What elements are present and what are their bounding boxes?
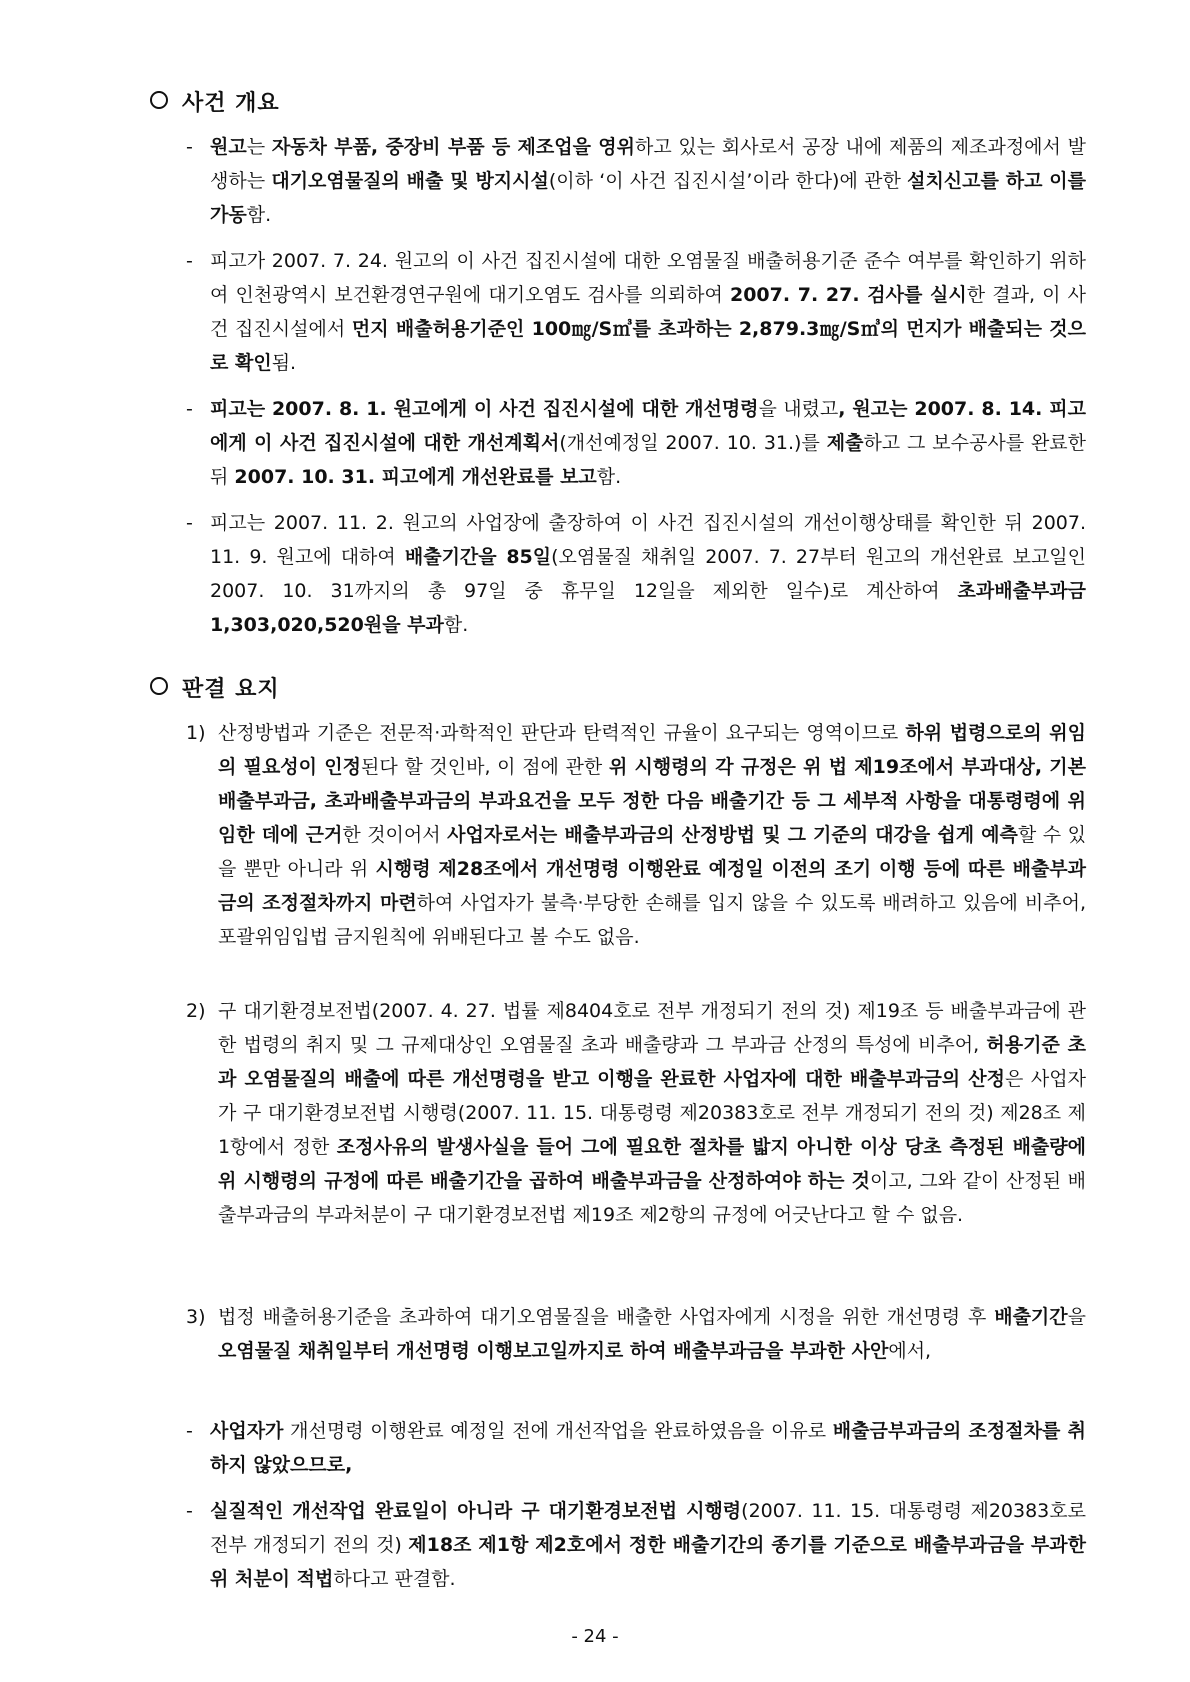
paragraph-text — [210, 1494, 1086, 1596]
bold-text-run: 사업자로서는 배출부과금의 산정방법 및 그 기준의 대강을 쉽게 예측 — [447, 824, 1018, 846]
bold-text-run: 제18조 제1항 제2호에서 정한 배출기간의 종기를 기준으로 배출부과금을 부과한 위 처분이 적법 — [210, 1534, 1086, 1590]
number-marker: 2) — [186, 1000, 206, 1022]
paragraph-text — [210, 130, 1086, 232]
section-heading-case-overview — [150, 86, 280, 117]
dash-marker: - — [186, 398, 193, 420]
overview-paragraph-3 — [186, 392, 1086, 494]
text-run: 을 내렸고 — [758, 398, 839, 420]
circle-bullet-icon — [150, 91, 168, 109]
text-run: 한 결과, 이 사건 집진시설에서 — [210, 284, 1086, 340]
text-run: 피고가 2007. 7. 24. 원고의 이 사건 집진시설에 대한 오염물질 배출허용기준 준수 여부를 확인하기 위하여 인천광역시 보건환경연구원에 대기오염도 검사를 의뢰하여 — [210, 250, 1086, 306]
bold-text-run: 위 시행령의 각 규정은 위 법 제19조에서 부과대상, 기본배출부과금, 초과배출부과금의 부과요건을 모두 정한 다음 배출기간 등 그 세부적 사항을 대통령령에 위임한 데에 근거 — [218, 756, 1087, 846]
bold-text-run: , 원고는 2007. 8. 14. 피고에게 이 사건 집진시설에 대한 개선계획서 — [210, 398, 1086, 454]
overview-paragraph-1 — [186, 130, 1086, 232]
summary-item-3 — [186, 1300, 1086, 1368]
bold-text-run: 시행령 제28조에서 개선명령 이행완료 예정일 이전의 조기 이행 등에 따른 배출부과금의 조정절차까지 마련 — [218, 858, 1087, 914]
bold-text-run: 원고 — [210, 136, 247, 158]
text-run: 피고는 2007. 11. 2. 원고의 사업장에 출장하여 이 사건 집진시설의 개선이행상태를 확인한 뒤 2007. 11. 9. 원고에 대하여 — [210, 512, 1086, 568]
dash-marker: - — [186, 1500, 193, 1522]
bold-text-run: 실질적인 개선작업 완료일이 아니라 구 대기환경보전법 시행령 — [210, 1500, 742, 1522]
bold-text-run: 오염물질 채취일부터 개선명령 이행보고일까지로 하여 배출부과금을 부과한 사안 — [218, 1340, 889, 1362]
text-run: 함. — [443, 614, 469, 636]
text-run: 은 사업자가 구 대기환경보전법 시행령(2007. 11. 15. 대통령령 제20383호로 전부 개정되기 전의 것) 제28조 제1항에서 정한 — [218, 1068, 1086, 1158]
page-number: - 24 - — [571, 1626, 619, 1647]
text-run: 는 — [246, 136, 272, 158]
text-run: 함. — [596, 466, 622, 488]
text-run: 하여 사업자가 불측·부당한 손해를 입지 않을 수 있도록 배려하고 있음에 비추어, 포괄위임입법 금지원칙에 위배된다고 볼 수도 없음. — [218, 892, 1086, 948]
bold-text-run: 피고는 2007. 8. 1. 원고에게 이 사건 집진시설에 대한 개선명령 — [210, 398, 759, 420]
dash-marker: - — [186, 1420, 193, 1442]
bold-text-run: 2007. 7. 27. 검사를 실시 — [729, 284, 967, 306]
bold-text-run: 배출기간 — [994, 1306, 1068, 1328]
paragraph-text — [210, 506, 1086, 642]
bold-text-run: 자동차 부품, 중장비 부품 등 제조업을 영위 — [271, 136, 635, 158]
bold-text-run: 배출금부과금의 조정절차를 취하지 않았으므로, — [210, 1420, 1086, 1476]
text-run: 함. — [246, 204, 272, 226]
text-run: 에서, — [888, 1340, 932, 1362]
text-run: 할 수 있을 뿐만 아니라 위 — [218, 824, 1086, 880]
overview-paragraph-4 — [186, 506, 1086, 642]
dash-marker: - — [186, 136, 193, 158]
bold-text-run: 배출기간을 85일 — [404, 546, 552, 568]
paragraph-text — [218, 1300, 1086, 1368]
text-run: 을 — [1067, 1306, 1086, 1328]
text-run: (개선예정일 2007. 10. 31.)를 — [559, 432, 827, 454]
bold-text-run: 허용기준 초과 오염물질의 배출에 따른 개선명령을 받고 이행을 완료한 사업자에 대한 배출부과금의 산정 — [218, 1034, 1086, 1090]
bold-text-run: 초과배출부과금 1,303,020,520원을 부과 — [210, 580, 1086, 636]
summary-item-1 — [186, 716, 1086, 954]
text-run: 하고 있는 회사로서 공장 내에 제품의 제조과정에서 발생하는 — [210, 136, 1086, 192]
text-run: 산정방법과 기준은 전문적·과학적인 판단과 탄력적인 규율이 요구되는 영역이므로 — [218, 722, 906, 744]
bold-text-run: 설치신고를 하고 이를 가동 — [210, 170, 1086, 226]
bold-text-run: 2007. 10. 31. 피고에게 개선완료를 보고 — [234, 466, 597, 488]
number-marker: 3) — [186, 1306, 206, 1328]
text-run: 이고, 그와 같이 산정된 배출부과금의 부과처분이 구 대기환경보전법 제19조 제2항의 규정에 어긋난다고 할 수 없음. — [218, 1170, 1086, 1226]
dash-marker: - — [186, 512, 193, 534]
section-heading-text: 판결 요지 — [182, 677, 280, 702]
section-heading-text: 사건 개요 — [182, 91, 280, 116]
bold-text-run: 사업자가 — [210, 1420, 284, 1442]
overview-paragraph-2 — [186, 244, 1086, 380]
text-run: 구 대기환경보전법(2007. 4. 27. 법률 제8404호로 전부 개정되기 전의 것) 제19조 등 배출부과금에 관한 법령의 취지 및 그 규제대상인 오염물질 초과 배출량과 그 부과금 산정의 특성에 비추어, — [218, 1000, 1086, 1056]
text-run: 하고 그 보수공사를 완료한 뒤 — [210, 432, 1087, 488]
number-marker: 1) — [186, 722, 206, 744]
text-run: (이하 ‘이 사건 집진시설’이라 한다)에 관한 — [548, 170, 908, 192]
dash-marker: - — [186, 250, 193, 272]
paragraph-text — [210, 392, 1086, 494]
summary-item-2 — [186, 994, 1086, 1232]
paragraph-text — [218, 716, 1086, 954]
text-run: 개선명령 이행완료 예정일 전에 개선작업을 완료하였음을 이유로 — [283, 1420, 833, 1442]
paragraph-text — [218, 994, 1086, 1232]
bold-text-run: 먼지 배출허용기준인 100㎎/S㎥를 초과하는 2,879.3㎎/S㎥의 먼지가 배출되는 것으로 확인 — [210, 318, 1086, 374]
bold-text-run: 하위 법령으로의 위임의 필요성이 인정 — [218, 722, 1086, 778]
bold-text-run: 조정사유의 발생사실을 들어 그에 필요한 절차를 밟지 아니한 이상 당초 측정된 배출량에 위 시행령의 규정에 따른 배출기간을 곱하여 배출부과금을 산정하여야 하는 것 — [218, 1136, 1086, 1192]
bold-text-run: 제출 — [826, 432, 864, 454]
text-run: (2007. 11. 15. 대통령령 제20383호로 전부 개정되기 전의 것) — [210, 1500, 1086, 1556]
paragraph-text — [210, 244, 1086, 380]
text-run: 한 것이어서 — [342, 824, 448, 846]
circle-bullet-icon — [150, 677, 168, 695]
paragraph-text — [210, 1414, 1086, 1482]
section-heading-judgment-summary — [150, 672, 280, 703]
text-run: 됨. — [271, 352, 297, 374]
summary-sub-item-1 — [186, 1414, 1086, 1482]
summary-sub-item-2 — [186, 1494, 1086, 1596]
text-run: (오염물질 채취일 2007. 7. 27부터 원고의 개선완료 보고일인 2007. 10. 31까지의 총 97일 중 휴무일 12일을 제외한 일수)로 계산하여 — [210, 546, 1087, 602]
text-run: 된다 할 것인바, 이 점에 관한 — [360, 756, 609, 778]
text-run: 하다고 판결함. — [333, 1568, 456, 1590]
bold-text-run: 대기오염물질의 배출 및 방지시설 — [271, 170, 549, 192]
text-run: 법정 배출허용기준을 초과하여 대기오염물질을 배출한 사업자에게 시정을 위한 개선명령 후 — [218, 1306, 995, 1328]
